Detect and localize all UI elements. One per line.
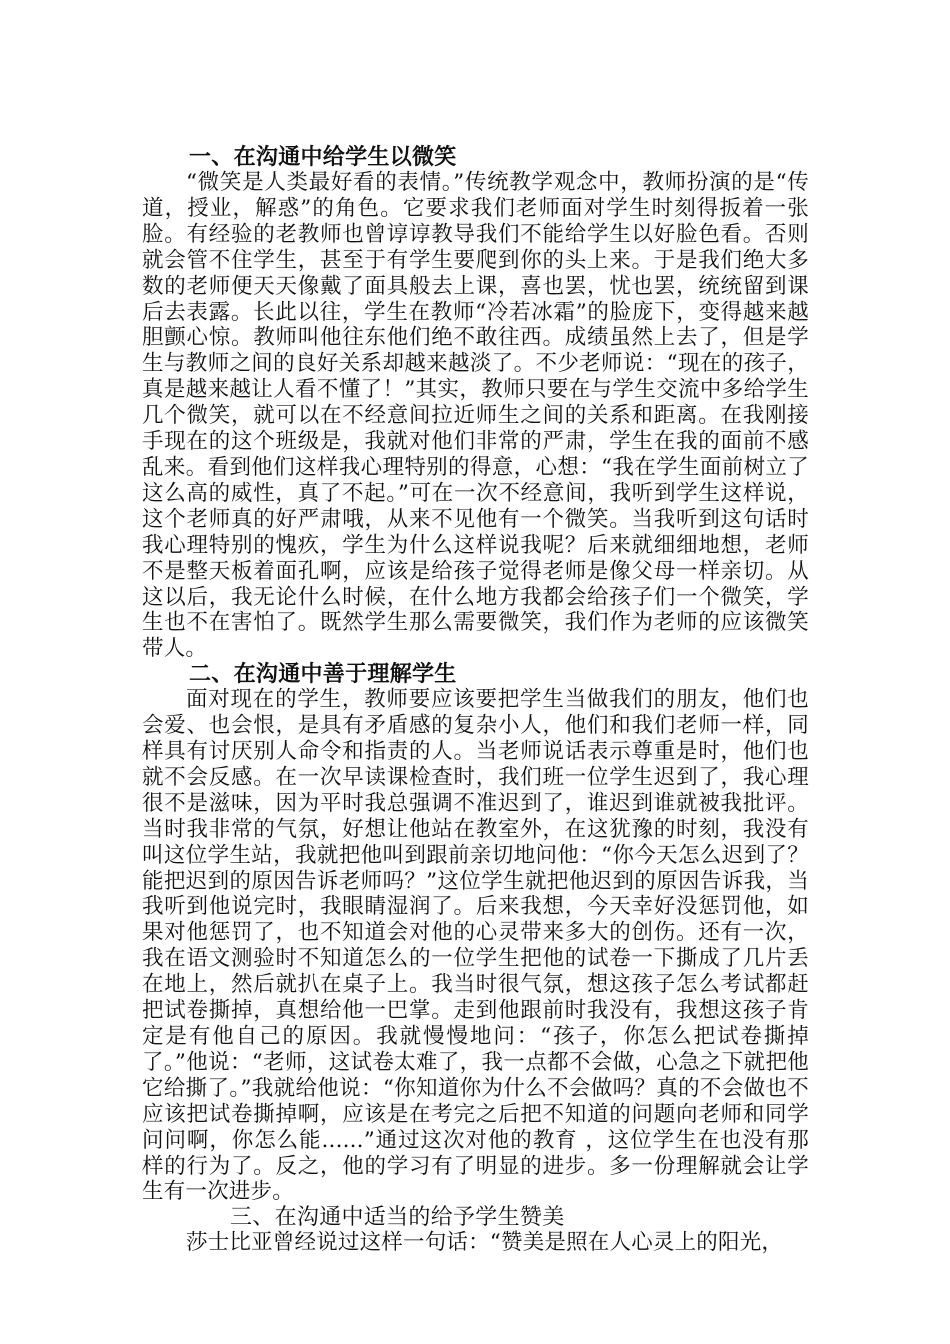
section-1-heading: 一、在沟通中给学生以微笑 bbox=[189, 144, 457, 170]
section-2-heading: 二、在沟通中善于理解学生 bbox=[189, 661, 457, 688]
section-1-paragraph: “微笑是人类最好看的表情。”传统教学观念中，教师扮演的是“传道，授业，解惑”的角色。它要求我们老师面对学生时刻得扳着一张脸。有经验的老教师也曾谆谆教导我们不能给学生以好脸色看。否则就会管不住学生，甚至于有学生要爬到你的头上来。于是我们绝大多数的老师便天天像戴了面具般去上课，喜也罢，忧也罢，统统留到课后去表露。长此以往，学生在教师“冷若冰霜”的脸庞下，变得越来越胆颤心惊。教师叫他往东他们绝不敢往西。成绩虽然上去了，但是学生与教师之间的良好关系却越来越淡了。不少老师说：“现在的孩子，真是越来越让人看不懂了！”其实，教师只要在与学生交流中多给学生几个微笑，就可以在不经意间拉近师生之间的关系和距离。在我刚接手现在的这个班级是，我就对他们非常的严肃，学生在我的面前不感乱来。看到他们这样我心理特别的得意，心想：“我在学生面前树立了这么高的威性，真了不起。”可在一次不经意间，我听到学生这样说，这个老师真的好严肃哦，从来不见他有一个微笑。当我听到这句话时我心理特别的愧疚，学生为什么这样说我呢？后来就细细地想，老师不是整天板着面孔啊，应该是给孩子觉得老师是像父母一样亲切。从这以后，我无论什么时候，在什么地方我都会给孩子们一个微笑，学生也不在害怕了。既然学生那么需要微笑，我们作为老师的应该微笑带人。 bbox=[142, 170, 809, 662]
section-2-paragraph: 面对现在的学生，教师要应该要把学生当做我们的朋友，他们也会爱、也会恨，是具有矛盾感的复杂小人，他们和我们老师一样，同样具有讨厌别人命令和指责的人。当老师说话表示尊重是时，他们也就不会反感。在一次早读课检查时，我们班一位学生迟到了，我心理很不是滋味，因为平时我总强调不准迟到了，谁迟到谁就被我批评。当时我非常的气氛，好想让他站在教室外，在这犹豫的时刻，我没有叫这位学生站，我就把他叫到跟前亲切地问他：“你今天怎么迟到了？能把迟到的原因告诉老师吗？”这位学生就把他迟到的原因告诉我，当我听到他说完时，我眼睛湿润了。后来我想，今天幸好没惩罚他，如果对他惩罚了，也不知道会对他的心灵带来多大的创伤。还有一次，我在语文测验时不知道怎么的一位学生把他的试卷一下撕成了几片丢在地上，然后就扒在桌子上。我当时很气氛，想这孩子怎么考试都赶把试卷撕掉，真想给他一巴掌。走到他跟前时我没有，我想这孩子肯定是有他自己的原因。我就慢慢地问：“孩子，你怎么把试卷撕掉了。”他说：“老师，这试卷太难了，我一点都不会做，心急之下就把他它给撕了。”我就给他说：“你知道你为什么不会做吗？真的不会做也不应该把试卷撕掉啊，应该是在考完之后把不知道的问题向老师和同学问问啊，你怎么能......”通过这次对他的教育 ，这位学生在也没有那样的行为了。反之，他的学习有了明显的进步。多一份理解就会让学生有一次进步。 bbox=[142, 687, 809, 1205]
section-3-paragraph: 莎士比亚曾经说过这样一句话：“赞美是照在人心灵上的阳光， bbox=[186, 1230, 784, 1256]
document-body bbox=[142, 145, 809, 1256]
section-3-heading: 三、在沟通中适当的给予学生赞美 bbox=[230, 1205, 565, 1231]
